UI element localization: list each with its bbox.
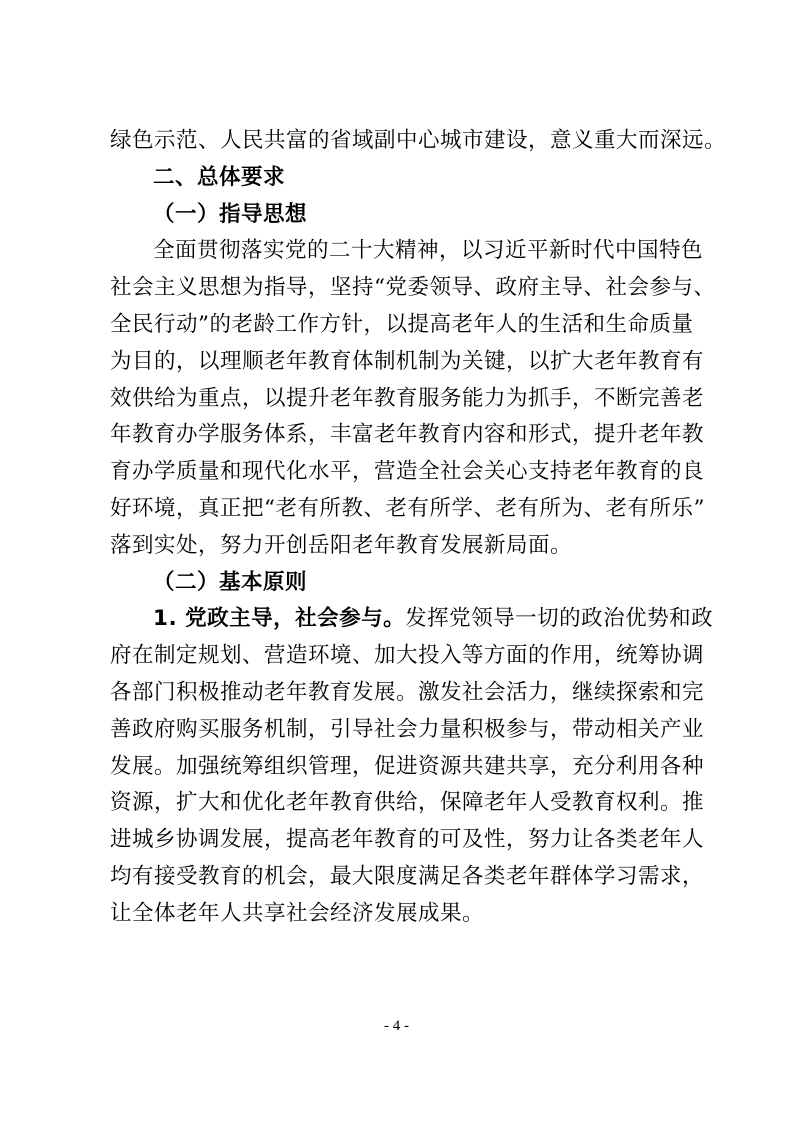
text-line: 发展。加强统筹组织管理，促进资源共建共享，充分利用各种	[110, 753, 705, 779]
text-line: 善政府购买服务机制，引导社会力量积极参与，带动相关产业	[110, 716, 705, 742]
text-line: 全面贯彻落实党的二十大精神，以习近平新时代中国特色	[153, 238, 704, 264]
principle-line	[110, 601, 714, 638]
text-line: 进城乡协调发展，提高老年教育的可及性，努力让各类老年人	[110, 827, 705, 853]
principle-title: 1. 党政主导，社会参与。	[153, 606, 406, 632]
text-line: 府在制定规划、营造环境、加大投入等方面的作用，统筹协调	[110, 643, 705, 669]
text-line: 年教育办学服务体系，丰富老年教育内容和形式，提升老年教	[110, 422, 705, 448]
text-line: 绿色示范、人民共富的省域副中心城市建设，意义重大而深远。	[110, 128, 727, 153]
text-line: 全民行动”的老龄工作方针，以提高老年人的生活和生命质量	[110, 311, 694, 337]
page-number: - 4 -	[384, 1018, 409, 1034]
section-heading: 二、总体要求	[153, 164, 286, 190]
subsection-heading: （二）基本原则	[153, 569, 308, 595]
text-line: 资源，扩大和优化老年教育供给，保障老年人受教育权利。推	[110, 790, 705, 816]
text-line: 落到实处，努力开创岳阳老年教育发展新局面。	[110, 532, 573, 558]
subsection-heading: （一）指导思想	[153, 201, 308, 227]
text-line: 社会主义思想为指导，坚持“党委领导、政府主导、社会参与、	[110, 275, 716, 301]
text-line: 各部门积极推动老年教育发展。激发社会活力，继续探索和完	[110, 679, 705, 705]
text-line: 育办学质量和现代化水平，营造全社会关心支持老年教育的良	[110, 459, 705, 485]
text-line: 均有接受教育的机会，最大限度满足各类老年群体学习需求，	[110, 863, 705, 889]
text-line: 让全体老年人共享社会经济发展成果。	[110, 900, 485, 926]
text-line: 为目的，以理顺老年教育体制机制为关键，以扩大老年教育有	[110, 348, 705, 374]
body-text	[110, 123, 727, 933]
text-line: 效供给为重点，以提升老年教育服务能力为抓手，不断完善老	[110, 385, 705, 411]
principle-text: 发挥党领导一切的政治优势和政	[405, 606, 714, 632]
text-line: 好环境，真正把“老有所教、老有所学、老有所为、老有所乐”	[110, 495, 705, 521]
